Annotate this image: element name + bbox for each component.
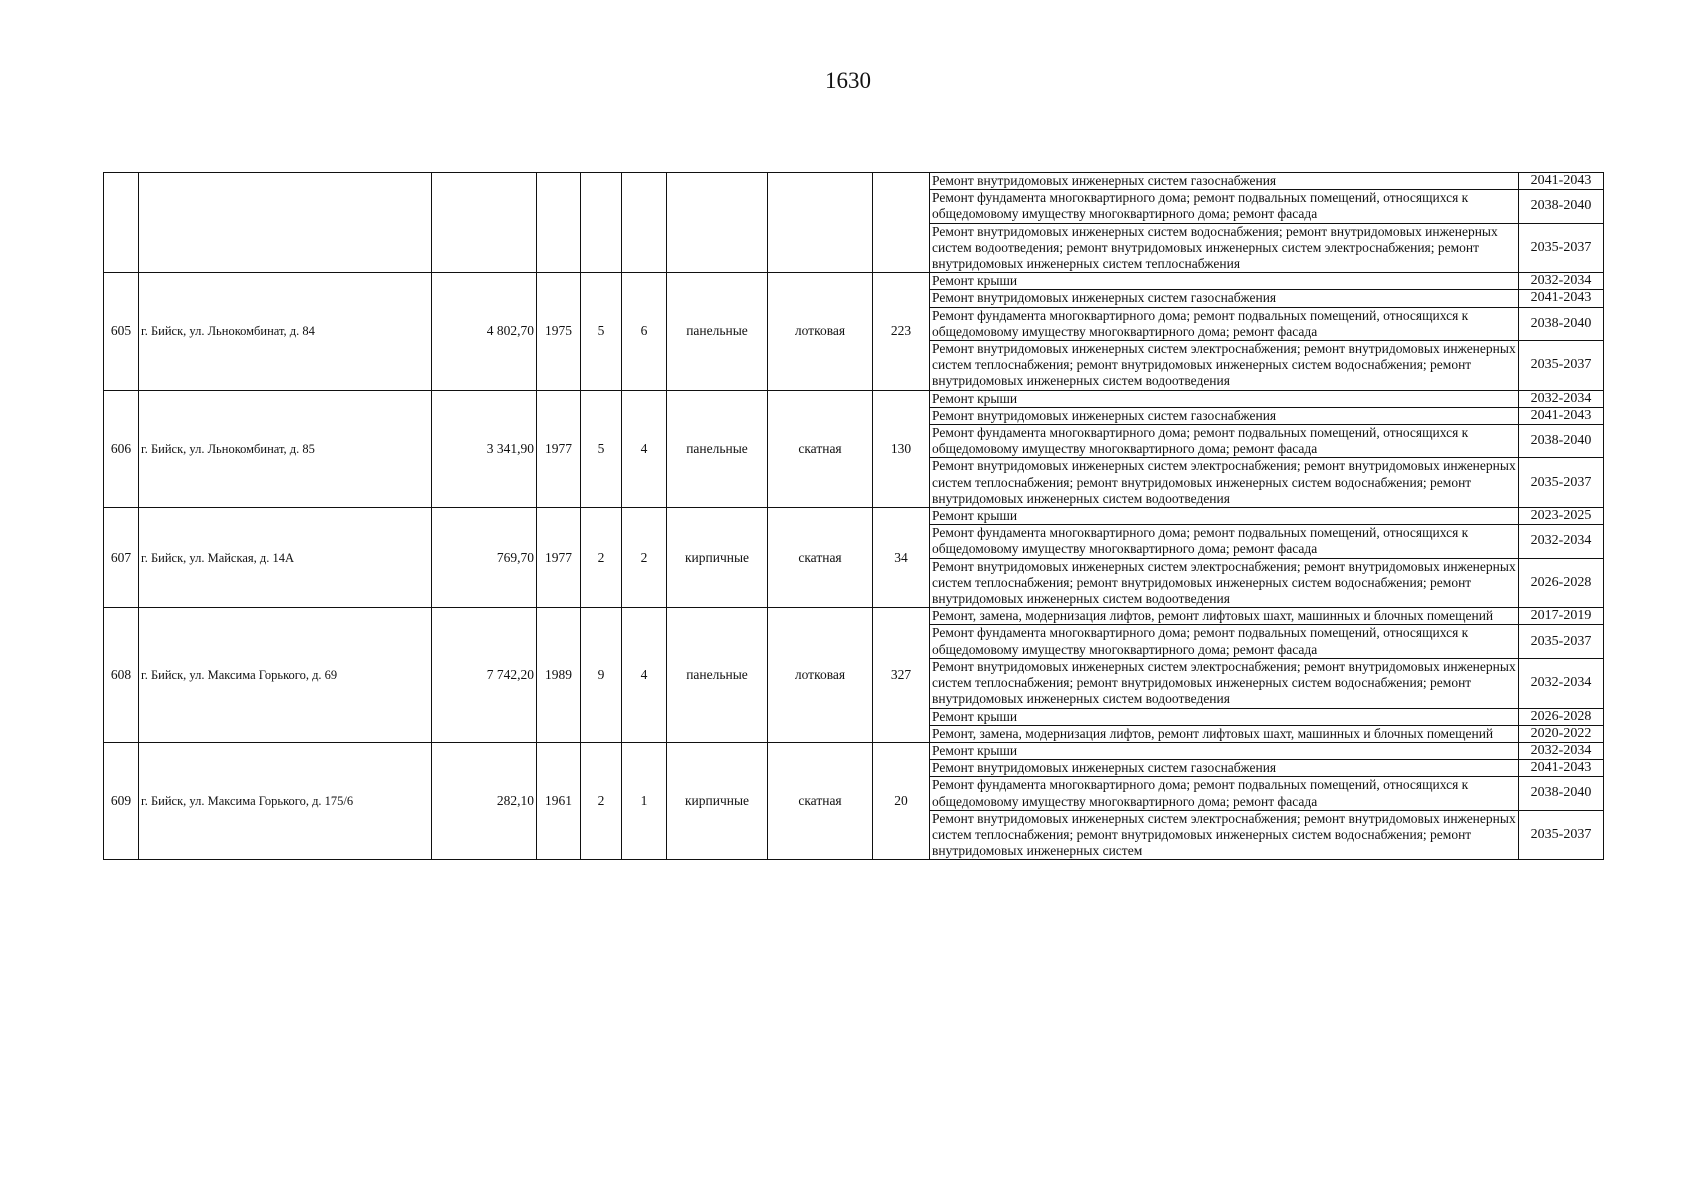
housing-repair-table (103, 172, 1604, 860)
cell-walls (667, 173, 768, 273)
cell-floors: 5 (581, 390, 622, 507)
cell-work-type: Ремонт фундамента многоквартирного дома; ремонт подвальных помещений, относящихся к общедомовому имуществу многоквартирного дома; ремонт фасада (930, 425, 1519, 458)
cell-period: 2026-2028 (1519, 708, 1604, 725)
cell-residents (873, 173, 930, 273)
cell-residents: 327 (873, 608, 930, 743)
cell-floors: 5 (581, 273, 622, 390)
cell-number: 605 (104, 273, 139, 390)
cell-work-type: Ремонт внутридомовых инженерных систем водоснабжения; ремонт внутридомовых инженерных систем водоотведения; ремонт внутридомовых инженерных систем электроснабжения; ремонт внутридомовых инженерных систем теплоснабжения (930, 223, 1519, 273)
cell-year: 1977 (537, 508, 581, 608)
cell-walls: панельные (667, 608, 768, 743)
cell-entrances: 6 (622, 273, 667, 390)
cell-period: 2035-2037 (1519, 341, 1604, 391)
cell-work-type: Ремонт крыши (930, 742, 1519, 759)
cell-number: 607 (104, 508, 139, 608)
cell-number: 609 (104, 742, 139, 859)
cell-floors: 2 (581, 508, 622, 608)
cell-period: 2017-2019 (1519, 608, 1604, 625)
cell-work-type: Ремонт фундамента многоквартирного дома; ремонт подвальных помещений, относящихся к общедомовому имуществу многоквартирного дома; ремонт фасада (930, 307, 1519, 340)
table-row (104, 508, 1604, 525)
cell-period: 2041-2043 (1519, 407, 1604, 424)
cell-period: 2038-2040 (1519, 190, 1604, 223)
cell-period: 2035-2037 (1519, 458, 1604, 508)
cell-entrances: 4 (622, 390, 667, 507)
cell-work-type: Ремонт фундамента многоквартирного дома; ремонт подвальных помещений, относящихся к общедомовому имуществу многоквартирного дома; ремонт фасада (930, 777, 1519, 810)
cell-work-type: Ремонт внутридомовых инженерных систем электроснабжения; ремонт внутридомовых инженерных систем теплоснабжения; ремонт внутридомовых инженерных систем водоснабжения; ремонт внутридомовых инженерных систем водоотведения (930, 458, 1519, 508)
cell-period: 2032-2034 (1519, 525, 1604, 558)
cell-period: 2041-2043 (1519, 760, 1604, 777)
cell-period: 2035-2037 (1519, 223, 1604, 273)
cell-address: г. Бийск, ул. Максима Горького, д. 175/6 (139, 742, 432, 859)
cell-floors (581, 173, 622, 273)
cell-period: 2038-2040 (1519, 307, 1604, 340)
cell-address: г. Бийск, ул. Льнокомбинат, д. 84 (139, 273, 432, 390)
cell-work-type: Ремонт внутридомовых инженерных систем электроснабжения; ремонт внутридомовых инженерных систем теплоснабжения; ремонт внутридомовых инженерных систем водоснабжения; ремонт внутридомовых инженерных систем водоотведения (930, 658, 1519, 708)
cell-year: 1975 (537, 273, 581, 390)
cell-residents: 223 (873, 273, 930, 390)
cell-period: 2032-2034 (1519, 273, 1604, 290)
cell-area: 7 742,20 (432, 608, 537, 743)
cell-work-type: Ремонт внутридомовых инженерных систем газоснабжения (930, 290, 1519, 307)
cell-residents: 130 (873, 390, 930, 507)
cell-floors: 9 (581, 608, 622, 743)
cell-address (139, 173, 432, 273)
cell-roof: скатная (768, 390, 873, 507)
cell-period: 2041-2043 (1519, 290, 1604, 307)
cell-period: 2041-2043 (1519, 173, 1604, 190)
cell-period: 2032-2034 (1519, 658, 1604, 708)
table-row (104, 273, 1604, 290)
cell-work-type: Ремонт крыши (930, 273, 1519, 290)
table-row (104, 390, 1604, 407)
cell-walls: панельные (667, 273, 768, 390)
cell-roof: лотковая (768, 273, 873, 390)
cell-number (104, 173, 139, 273)
table-row (104, 608, 1604, 625)
cell-residents: 20 (873, 742, 930, 859)
cell-work-type: Ремонт, замена, модернизация лифтов, ремонт лифтовых шахт, машинных и блочных помещений (930, 608, 1519, 625)
cell-work-type: Ремонт фундамента многоквартирного дома; ремонт подвальных помещений, относящихся к общедомовому имуществу многоквартирного дома; ремонт фасада (930, 525, 1519, 558)
cell-work-type: Ремонт крыши (930, 508, 1519, 525)
cell-work-type: Ремонт, замена, модернизация лифтов, ремонт лифтовых шахт, машинных и блочных помещений (930, 725, 1519, 742)
page-number: 1630 (825, 68, 871, 93)
cell-period: 2023-2025 (1519, 508, 1604, 525)
cell-area: 3 341,90 (432, 390, 537, 507)
cell-work-type: Ремонт фундамента многоквартирного дома; ремонт подвальных помещений, относящихся к общедомовому имуществу многоквартирного дома; ремонт фасада (930, 190, 1519, 223)
table-row (104, 173, 1604, 190)
cell-work-type: Ремонт внутридомовых инженерных систем электроснабжения; ремонт внутридомовых инженерных систем теплоснабжения; ремонт внутридомовых инженерных систем водоснабжения; ремонт внутридомовых инженерных систем водоотведения (930, 558, 1519, 608)
cell-address: г. Бийск, ул. Максима Горького, д. 69 (139, 608, 432, 743)
cell-entrances: 2 (622, 508, 667, 608)
cell-period: 2032-2034 (1519, 742, 1604, 759)
cell-work-type: Ремонт крыши (930, 708, 1519, 725)
cell-area: 282,10 (432, 742, 537, 859)
cell-number: 608 (104, 608, 139, 743)
cell-entrances: 1 (622, 742, 667, 859)
cell-roof (768, 173, 873, 273)
cell-number: 606 (104, 390, 139, 507)
cell-walls: панельные (667, 390, 768, 507)
cell-period: 2026-2028 (1519, 558, 1604, 608)
table-row (104, 742, 1604, 759)
cell-work-type: Ремонт внутридомовых инженерных систем газоснабжения (930, 173, 1519, 190)
cell-floors: 2 (581, 742, 622, 859)
cell-year: 1989 (537, 608, 581, 743)
cell-work-type: Ремонт внутридомовых инженерных систем электроснабжения; ремонт внутридомовых инженерных систем теплоснабжения; ремонт внутридомовых инженерных систем водоснабжения; ремонт внутридомовых инженерных систем водоотведения (930, 341, 1519, 391)
cell-walls: кирпичные (667, 742, 768, 859)
cell-area: 4 802,70 (432, 273, 537, 390)
cell-roof: скатная (768, 508, 873, 608)
table-body (104, 173, 1604, 860)
cell-entrances: 4 (622, 608, 667, 743)
cell-period: 2020-2022 (1519, 725, 1604, 742)
cell-walls: кирпичные (667, 508, 768, 608)
cell-area: 769,70 (432, 508, 537, 608)
cell-work-type: Ремонт крыши (930, 390, 1519, 407)
cell-work-type: Ремонт внутридомовых инженерных систем газоснабжения (930, 760, 1519, 777)
cell-area (432, 173, 537, 273)
cell-roof: скатная (768, 742, 873, 859)
cell-work-type: Ремонт фундамента многоквартирного дома; ремонт подвальных помещений, относящихся к общедомовому имуществу многоквартирного дома; ремонт фасада (930, 625, 1519, 658)
cell-roof: лотковая (768, 608, 873, 743)
cell-period: 2038-2040 (1519, 777, 1604, 810)
cell-work-type: Ремонт внутридомовых инженерных систем электроснабжения; ремонт внутридомовых инженерных систем теплоснабжения; ремонт внутридомовых инженерных систем водоснабжения; ремонт внутридомовых инженерных систем (930, 810, 1519, 860)
cell-year: 1961 (537, 742, 581, 859)
cell-year: 1977 (537, 390, 581, 507)
cell-year (537, 173, 581, 273)
cell-work-type: Ремонт внутридомовых инженерных систем газоснабжения (930, 407, 1519, 424)
cell-period: 2035-2037 (1519, 625, 1604, 658)
cell-period: 2038-2040 (1519, 425, 1604, 458)
cell-entrances (622, 173, 667, 273)
cell-address: г. Бийск, ул. Льнокомбинат, д. 85 (139, 390, 432, 507)
cell-period: 2035-2037 (1519, 810, 1604, 860)
cell-address: г. Бийск, ул. Майская, д. 14А (139, 508, 432, 608)
cell-period: 2032-2034 (1519, 390, 1604, 407)
cell-residents: 34 (873, 508, 930, 608)
